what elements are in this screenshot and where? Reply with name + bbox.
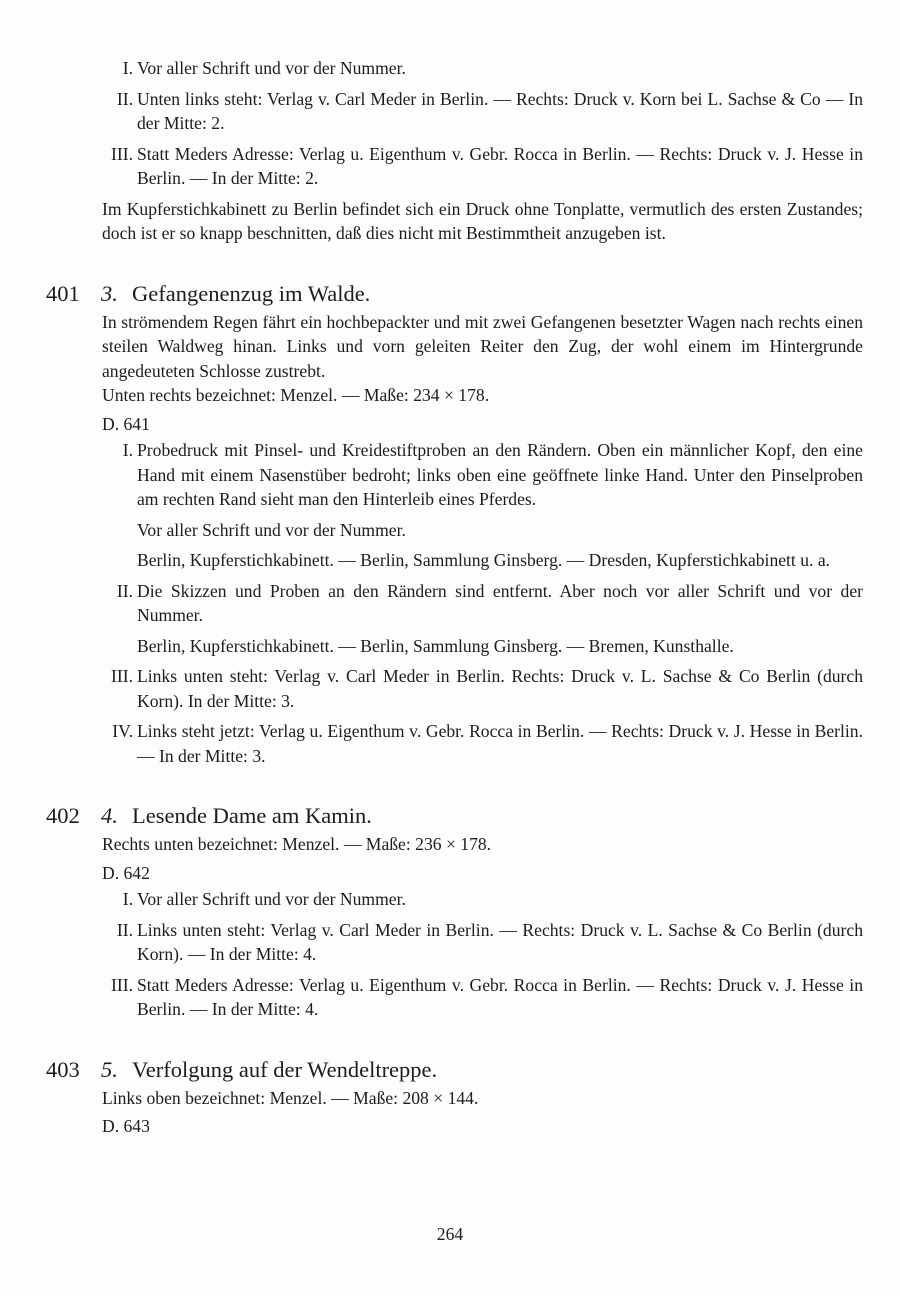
state-text: Links steht jetzt: Verlag u. Eigenthum v. Gebr. Rocca in Berlin. — Rechts: Druck v. J. Hesse in Berlin. — In der Mitte: 3.: [137, 721, 863, 766]
state-number: II.: [116, 580, 133, 601]
state-item: [0, 579, 900, 628]
catalog-entry-402: [0, 800, 900, 1022]
state-item: [0, 719, 900, 768]
state-text: Statt Meders Adresse: Verlag u. Eigenthum v. Gebr. Rocca in Berlin. — Rechts: Druck v. J. Hesse in Berlin. — In der Mitte: 2.: [137, 143, 863, 188]
entry-index: 5.: [101, 1056, 118, 1082]
state-text: Statt Meders Adresse: Verlag u. Eigenthum v. Gebr. Rocca in Berlin. — Rechts: Druck v. J. Hesse in Berlin. — In der Mitte: 4.: [137, 974, 863, 1019]
state-number: I.: [122, 440, 133, 460]
state-item: [0, 918, 900, 967]
catalog-number: 401: [46, 280, 80, 306]
state-item: [0, 87, 900, 136]
state-number: I.: [122, 889, 133, 909]
catalog-number: 402: [46, 803, 80, 828]
catalog-entry-401: [0, 278, 900, 769]
continued-states: [0, 56, 900, 191]
state-locations: Berlin, Kupferstichkabinett. — Berlin, Sammlung Ginsberg. — Bremen, Kunsthalle.: [137, 635, 734, 656]
state-item: [0, 438, 900, 512]
state-item: [0, 973, 900, 1022]
state-number: III.: [111, 666, 133, 686]
entry-heading: [0, 1054, 900, 1086]
state-item: [0, 56, 900, 81]
entry-index: 3.: [101, 280, 118, 306]
state-number: III.: [111, 143, 133, 164]
state-locations: Berlin, Kupferstichkabinett. — Berlin, Sammlung Ginsberg. — Dresden, Kupferstichkabinett u. a.: [137, 550, 831, 570]
state-number: III.: [111, 974, 133, 995]
entry-title: Gefangenenzug im Walde.: [132, 280, 371, 306]
state-text: Links unten steht: Verlag v. Carl Meder in Berlin. Rechts: Druck v. L. Sachse & Co Berlin (durch Korn). In der Mitte: 3.: [137, 666, 863, 711]
state-number: II.: [116, 919, 133, 940]
state-item: [0, 664, 900, 713]
entry-index: 4.: [101, 803, 118, 828]
state-text: Die Skizzen und Proben an den Rändern sind entfernt. Aber noch vor aller Schrift und vor der Nummer.: [137, 580, 863, 625]
entry-heading: [0, 800, 900, 832]
entry-signature: Unten rechts bezeichnet: Menzel. — Maße: 234 × 178.: [102, 385, 490, 405]
catalog-entry-403: [0, 1054, 900, 1139]
state-text: Vor aller Schrift und vor der Nummer.: [137, 58, 406, 78]
entry-reference: D. 642: [102, 862, 150, 883]
entry-signature: Rechts unten bezeichnet: Menzel. — Maße: 236 × 178.: [102, 834, 492, 854]
state-number: I.: [122, 58, 133, 78]
entry-title: Lesende Dame am Kamin.: [132, 803, 372, 828]
state-number: II.: [116, 88, 133, 109]
state-item: [0, 142, 900, 191]
catalog-number: 403: [46, 1056, 80, 1082]
page-body: [0, 56, 900, 1141]
entry-title: Verfolgung auf der Wendeltreppe.: [132, 1056, 438, 1082]
entry-description: In strömendem Regen fährt ein hochbepackter und mit zwei Gefangenen besetzter Wagen nach rechts einen steilen Waldweg hinan. Links und vorn geleiten Reiter den Zug, der wohl einem im Hintergrunde angedeuteten Schlosse zustrebt.: [102, 311, 863, 381]
state-number: IV.: [112, 721, 133, 741]
page-number: 264: [436, 1224, 464, 1244]
state-text: Probedruck mit Pinsel- und Kreidestiftproben an den Rändern. Oben ein männlicher Kopf, den eine Hand mit einem Nasenstüber bedroht; links oben eine geöffnete linke Hand. Unter den Pinselproben am rechten Rand sieht man den Hinterleib eines Pferdes.: [137, 440, 863, 509]
collection-note: Im Kupferstichkabinett zu Berlin befindet sich ein Druck ohne Tonplatte, vermutlich des ersten Zustandes; doch ist er so knapp beschnitten, daß dies nicht mit Bestimmtheit anzugeben ist.: [102, 198, 863, 243]
state-detail: Vor aller Schrift und vor der Nummer.: [137, 519, 406, 540]
entry-heading: [0, 278, 900, 310]
entry-signature: Links oben bezeichnet: Menzel. — Maße: 208 × 144.: [102, 1087, 479, 1108]
state-text: Vor aller Schrift und vor der Nummer.: [137, 889, 406, 909]
state-item: [0, 887, 900, 912]
entry-reference: D. 641: [102, 413, 150, 434]
state-text: Links unten steht: Verlag v. Carl Meder in Berlin. — Rechts: Druck v. L. Sachse & Co Berlin (durch Korn). — In der Mitte: 4.: [137, 919, 863, 964]
entry-reference: D. 643: [102, 1116, 150, 1136]
state-text: Unten links steht: Verlag v. Carl Meder in Berlin. — Rechts: Druck v. Korn bei L. Sachse & Co — In der Mitte: 2.: [137, 88, 863, 133]
